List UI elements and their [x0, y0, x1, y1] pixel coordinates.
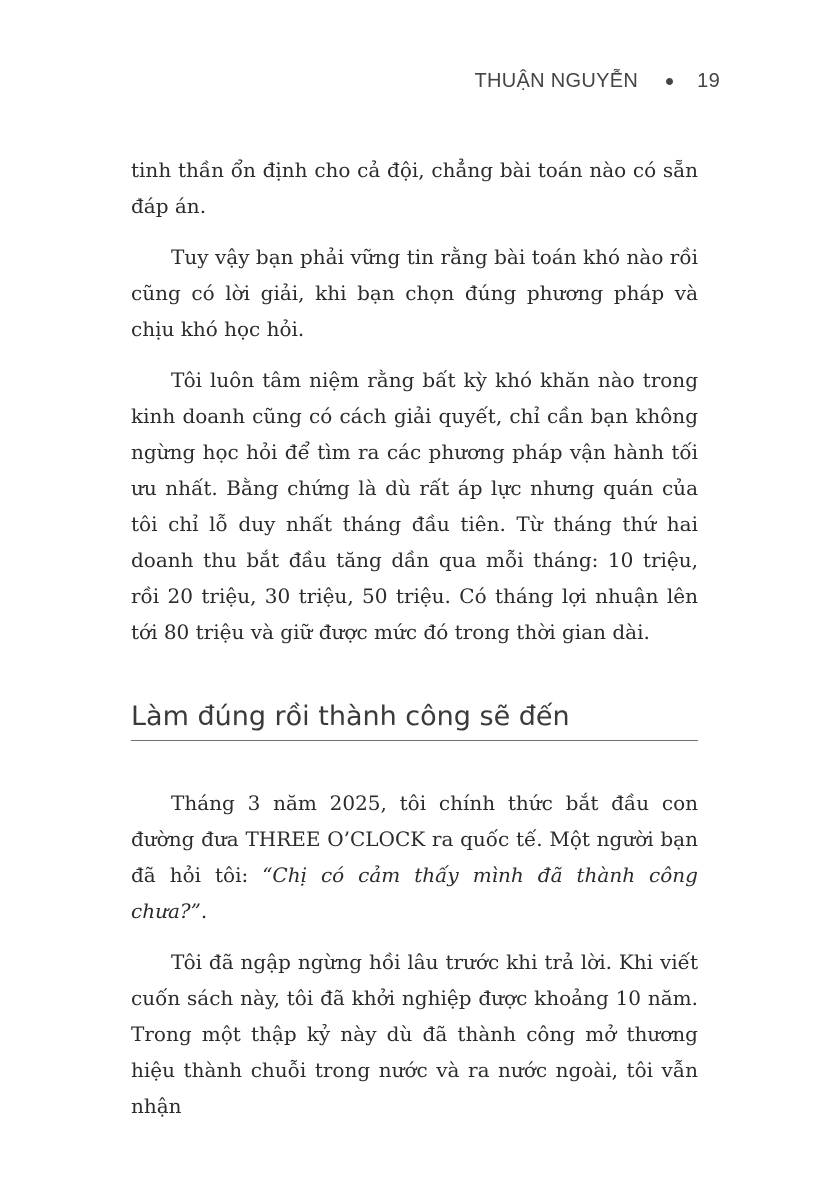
- page-body: [131, 152, 698, 1139]
- paragraph-with-quote: [131, 785, 698, 929]
- quoted-question: “Chị có cảm thấy mình đã thành công chưa?”: [131, 863, 698, 923]
- running-header: [475, 70, 720, 93]
- page-number: 19: [697, 70, 720, 92]
- paragraph: Tuy vậy bạn phải vững tin rằng bài toán khó nào rồi cũng có lời giải, khi bạn chọn đúng phương pháp và chịu khó học hỏi.: [131, 245, 698, 341]
- paragraph: Tôi luôn tâm niệm rằng bất kỳ khó khăn nào trong kinh doanh cũng có cách giải quyết, chỉ cần bạn không ngừng học hỏi để tìm ra các phương pháp vận hành tối ưu nhất. Bằng chứng là dù rất áp lực nhưng quán của tôi chỉ lỗ duy nhất tháng đầu tiên. Từ tháng thứ hai doanh thu bắt đầu tăng dần qua mỗi tháng: 10 triệu, rồi 20 triệu, 30 triệu, 50 triệu. Có tháng lợi nhuận lên tới 80 triệu và giữ được mức đó trong thời gian dài.: [131, 368, 698, 644]
- paragraph: Tôi đã ngập ngừng hồi lâu trước khi trả lời. Khi viết cuốn sách này, tôi đã khởi nghiệp được khoảng 10 năm. Trong một thập kỷ này dù đã thành công mở thương hiệu thành chuỗi trong nước và ra nước ngoài, tôi vẫn nhận: [131, 950, 698, 1118]
- header-separator-dot: [666, 78, 673, 85]
- section-heading: Làm đúng rồi thành công sẽ đến: [131, 700, 698, 741]
- paragraph-text: Tháng 3 năm 2025, tôi chính thức bắt đầu con đường đưa THREE O’CLOCK ra quốc tế. Một người bạn đã hỏi tôi:: [131, 791, 698, 887]
- header-author: THUẬN NGUYỄN: [474, 70, 639, 92]
- paragraph-end: .: [200, 899, 208, 923]
- paragraph-continuation: tinh thần ổn định cho cả đội, chẳng bài toán nào có sẵn đáp án.: [131, 158, 698, 218]
